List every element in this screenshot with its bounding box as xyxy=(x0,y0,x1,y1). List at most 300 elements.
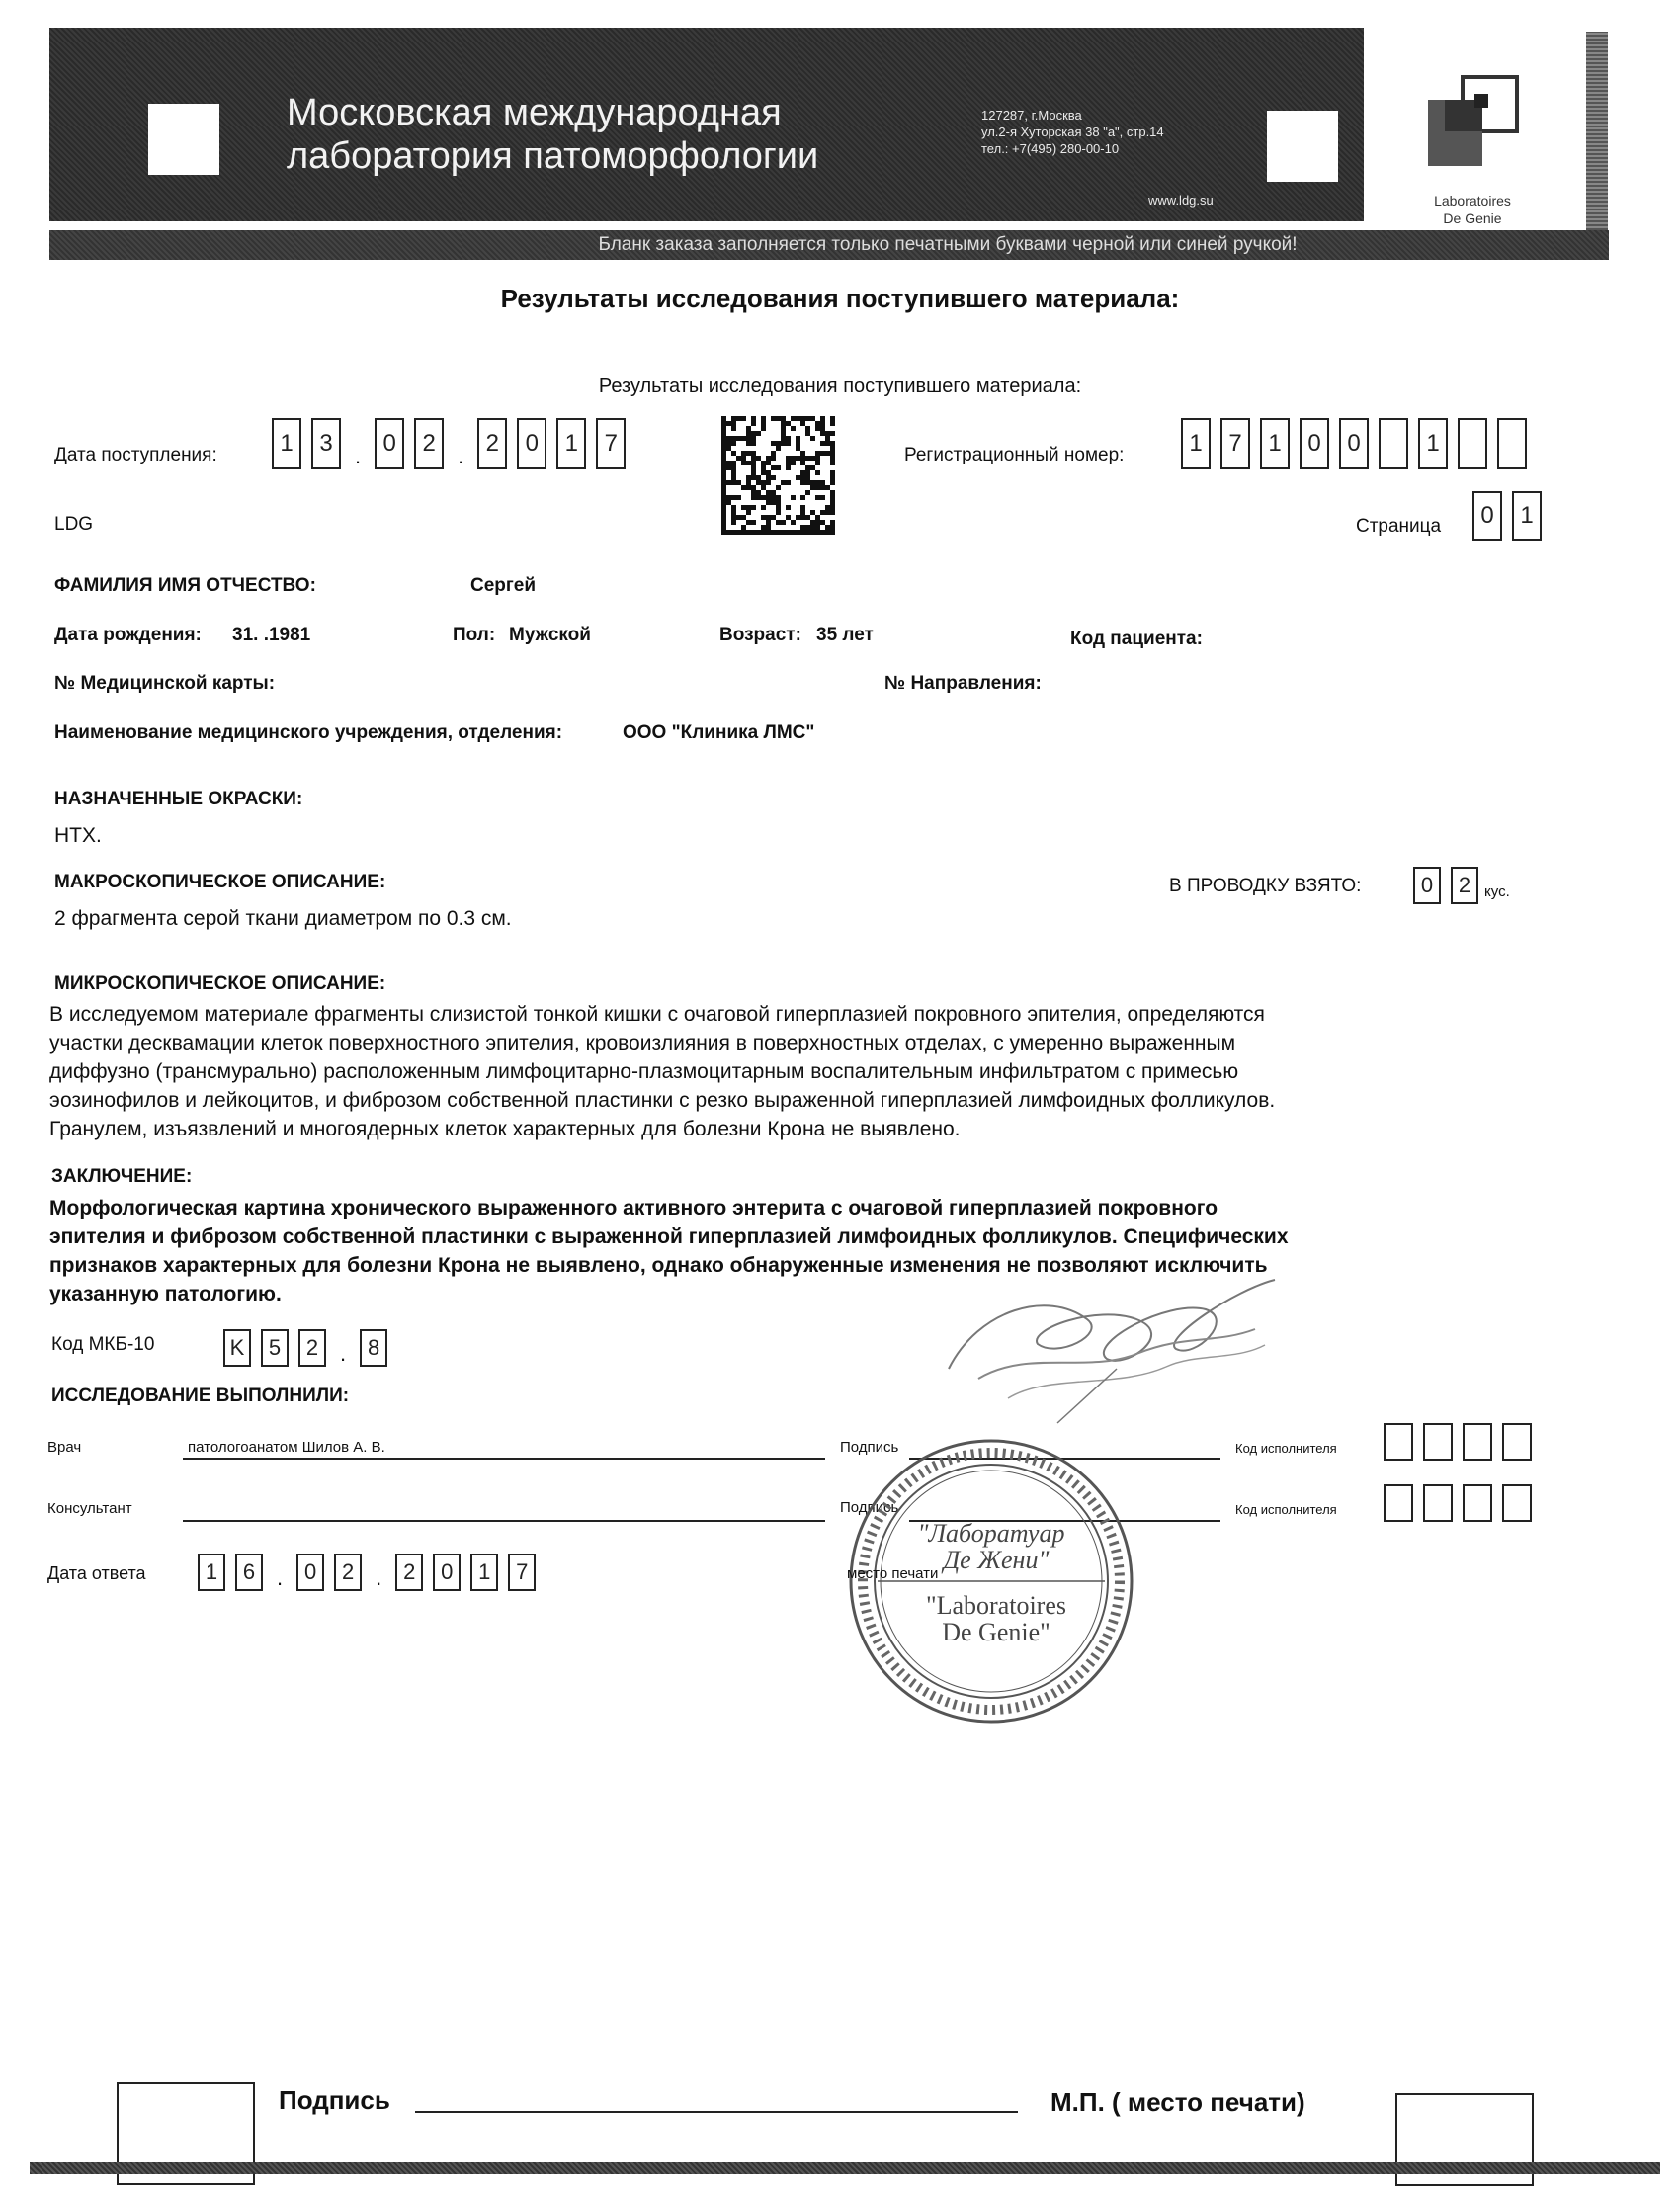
datamatrix-cell xyxy=(805,515,810,520)
micro-line: В исследуемом материале фрагменты слизистой тонкой кишки с очаговой гиперплазией покровного эпителия, определяются xyxy=(49,1003,1265,1026)
datamatrix-cell xyxy=(815,495,820,500)
digit-box: 2 xyxy=(1451,867,1478,904)
digit-box: 7 xyxy=(596,418,626,469)
digit-box: 0 xyxy=(1472,491,1502,541)
datamatrix-cell xyxy=(830,525,835,530)
datamatrix-cell xyxy=(805,416,810,421)
datamatrix-cell xyxy=(825,451,830,456)
datamatrix-cell xyxy=(751,441,756,446)
digit-box: 2 xyxy=(395,1554,423,1591)
datamatrix-cell xyxy=(776,465,781,470)
stamp-line2: Де Жени" xyxy=(943,1546,1050,1574)
stamp-line1: "Лаборатуар xyxy=(917,1519,1065,1548)
datamatrix-cell xyxy=(736,456,741,461)
datamatrix-cell xyxy=(825,441,830,446)
datamatrix-cell xyxy=(721,465,726,470)
datamatrix-cell xyxy=(766,530,771,535)
datamatrix-cell xyxy=(751,495,756,500)
datamatrix-cell xyxy=(830,495,835,500)
datamatrix-cell xyxy=(731,510,736,515)
datamatrix-cell xyxy=(766,470,771,475)
datamatrix-cell xyxy=(751,470,756,475)
datamatrix-cell xyxy=(800,461,805,465)
answer-date-label: Дата ответа xyxy=(47,1563,146,1583)
datamatrix-cell xyxy=(731,451,736,456)
datamatrix-cell xyxy=(800,515,805,520)
datamatrix-cell xyxy=(825,505,830,510)
datamatrix-cell xyxy=(746,485,751,490)
datamatrix-cell xyxy=(800,475,805,480)
datamatrix-cell xyxy=(805,426,810,431)
datamatrix-cell xyxy=(825,510,830,515)
datamatrix-cell xyxy=(771,456,776,461)
datamatrix-cell xyxy=(830,505,835,510)
logo-text-line2: De Genie xyxy=(1443,210,1502,226)
datamatrix-cell xyxy=(805,431,810,436)
answer-date-boxes xyxy=(198,1554,546,1591)
digit-box: 1 xyxy=(1181,418,1211,469)
datamatrix-cell xyxy=(731,530,736,535)
datamatrix-cell xyxy=(751,436,756,441)
datamatrix-cell xyxy=(746,451,751,456)
age-label: Возраст: xyxy=(719,625,801,645)
receipt-date-boxes xyxy=(272,418,635,469)
datamatrix-cell xyxy=(721,451,726,456)
datamatrix-cell xyxy=(766,525,771,530)
datamatrix-cell xyxy=(761,495,766,500)
datamatrix-cell xyxy=(800,505,805,510)
page-title: Результаты исследования поступившего материала: xyxy=(500,284,1180,313)
datamatrix-cell xyxy=(800,530,805,535)
datamatrix-cell xyxy=(726,421,731,426)
datamatrix-cell xyxy=(830,431,835,436)
code-box xyxy=(1384,1484,1413,1522)
page-subtitle: Результаты исследования поступившего материала: xyxy=(598,376,1082,397)
conclusion-text xyxy=(49,1194,1532,1308)
datamatrix-cell xyxy=(721,505,726,510)
datamatrix-cell xyxy=(781,441,786,446)
fio-label: ФАМИЛИЯ ИМЯ ОТЧЕСТВО: xyxy=(54,575,316,596)
digit-box: 0 xyxy=(375,418,404,469)
digit-box: 7 xyxy=(1220,418,1250,469)
stains-label: НАЗНАЧЕННЫЕ ОКРАСКИ: xyxy=(54,789,303,809)
digit-box: 0 xyxy=(296,1554,324,1591)
registration-number-label: Регистрационный номер: xyxy=(904,445,1125,465)
datamatrix-cell xyxy=(805,475,810,480)
box-separator: . xyxy=(277,1565,284,1590)
macro-text: 2 фрагмента серой ткани диаметром по 0.3 см. xyxy=(54,907,512,930)
datamatrix-cell xyxy=(796,530,800,535)
taken-label: В ПРОВОДКУ ВЗЯТО: xyxy=(1169,876,1362,896)
datamatrix-cell xyxy=(776,520,781,525)
datamatrix-cell xyxy=(731,441,736,446)
datamatrix-cell xyxy=(721,520,726,525)
datamatrix-cell xyxy=(761,416,766,421)
box-separator: . xyxy=(458,444,464,468)
datamatrix-cell xyxy=(776,505,781,510)
datamatrix-cell xyxy=(721,470,726,475)
handwritten-signature xyxy=(939,1250,1295,1428)
datamatrix-cell xyxy=(805,480,810,485)
datamatrix-cell xyxy=(786,505,791,510)
datamatrix-cell xyxy=(741,461,746,465)
header-marker-right xyxy=(1267,111,1338,182)
datamatrix-cell xyxy=(746,510,751,515)
seal-place-label: место печати xyxy=(847,1565,939,1582)
institution-label: Наименование медицинского учреждения, отделения: xyxy=(54,722,563,743)
datamatrix-cell xyxy=(830,490,835,495)
digit-box: 6 xyxy=(235,1554,263,1591)
datamatrix-cell xyxy=(781,530,786,535)
digit-box: 1 xyxy=(1512,491,1542,541)
stamp-line4: De Genie" xyxy=(942,1618,1050,1646)
datamatrix-cell xyxy=(741,515,746,520)
datamatrix-cell xyxy=(776,485,781,490)
consultant-signature-label: Подпись xyxy=(840,1499,899,1516)
datamatrix-cell xyxy=(796,515,800,520)
datamatrix-cell xyxy=(805,490,810,495)
phone: тел.: +7(495) 280-00-10 xyxy=(981,141,1120,156)
datamatrix-cell xyxy=(786,421,791,426)
datamatrix-cell xyxy=(761,525,766,530)
datamatrix-cell xyxy=(820,416,825,421)
box-separator: . xyxy=(355,444,362,468)
datamatrix-cell xyxy=(726,436,731,441)
notice-band xyxy=(49,230,1609,260)
datamatrix-cell xyxy=(786,456,791,461)
digit-box: 1 xyxy=(272,418,301,469)
datamatrix-cell xyxy=(731,436,736,441)
micro-text xyxy=(49,1000,1532,1143)
datamatrix-cell xyxy=(766,490,771,495)
datamatrix-cell xyxy=(731,416,736,421)
datamatrix-cell xyxy=(751,490,756,495)
datamatrix-cell xyxy=(756,480,761,485)
page-number-boxes xyxy=(1472,491,1552,541)
datamatrix-cell xyxy=(800,480,805,485)
code-box xyxy=(1463,1423,1492,1461)
datamatrix-cell xyxy=(810,520,815,525)
datamatrix-cell xyxy=(751,505,756,510)
datamatrix-cell xyxy=(751,431,756,436)
datamatrix-cell xyxy=(731,470,736,475)
datamatrix-cell xyxy=(751,465,756,470)
header-marker-left xyxy=(148,104,219,175)
lab-name-line2: лаборатория патоморфологии xyxy=(287,135,819,177)
digit-box: 5 xyxy=(261,1329,289,1367)
datamatrix-cell xyxy=(731,515,736,520)
micro-line: эозинофилов и лейкоцитов, и фиброзом собственной пластинки с резко выраженной гиперплазией лимфоидных фолликулов. xyxy=(49,1089,1276,1112)
digit-box: 1 xyxy=(1260,418,1290,469)
datamatrix-cell xyxy=(830,520,835,525)
datamatrix-cell xyxy=(721,495,726,500)
datamatrix-cell xyxy=(751,451,756,456)
digit-box: 2 xyxy=(298,1329,326,1367)
datamatrix-cell xyxy=(731,475,736,480)
datamatrix-cell xyxy=(771,465,776,470)
datamatrix-cell xyxy=(791,530,796,535)
digit-box: K xyxy=(223,1329,251,1367)
datamatrix-cell xyxy=(830,451,835,456)
datamatrix-cell xyxy=(751,485,756,490)
datamatrix-cell xyxy=(830,500,835,505)
dob-label: Дата рождения: xyxy=(54,625,202,645)
datamatrix-cell xyxy=(736,416,741,421)
datamatrix-cell xyxy=(761,515,766,520)
datamatrix-cell xyxy=(781,520,786,525)
datamatrix-cell xyxy=(751,421,756,426)
datamatrix-cell xyxy=(786,436,791,441)
datamatrix-cell xyxy=(786,465,791,470)
datamatrix-cell xyxy=(810,485,815,490)
datamatrix-cell xyxy=(766,515,771,520)
receipt-date-label: Дата поступления: xyxy=(54,445,217,465)
footer-signature-label: Подпись xyxy=(279,2085,390,2115)
datamatrix-cell xyxy=(771,441,776,446)
datamatrix-cell xyxy=(786,480,791,485)
doctor-label: Врач xyxy=(47,1439,82,1456)
datamatrix-cell xyxy=(796,446,800,451)
datamatrix-cell xyxy=(756,490,761,495)
datamatrix-cell xyxy=(721,525,726,530)
datamatrix-cell xyxy=(726,495,731,500)
datamatrix-cell xyxy=(820,441,825,446)
datamatrix-cell xyxy=(721,480,726,485)
age-value: 35 лет xyxy=(816,625,874,645)
datamatrix-cell xyxy=(751,475,756,480)
ldg-label: LDG xyxy=(54,514,94,535)
datamatrix-cell xyxy=(776,441,781,446)
datamatrix-cell xyxy=(776,510,781,515)
datamatrix-cell xyxy=(726,480,731,485)
datamatrix-cell xyxy=(721,461,726,465)
datamatrix-cell xyxy=(820,530,825,535)
datamatrix-cell xyxy=(830,480,835,485)
digit-box: 0 xyxy=(1339,418,1369,469)
datamatrix-cell xyxy=(756,530,761,535)
datamatrix-cell xyxy=(825,431,830,436)
taken-boxes xyxy=(1413,867,1488,904)
icd-label: Код МКБ-10 xyxy=(51,1334,155,1355)
datamatrix-cell xyxy=(805,456,810,461)
conclusion-line: эпителия и фиброзом собственной пластинки с выраженной гиперплазией лимфоидных фолликулов. Специфических xyxy=(49,1225,1289,1248)
datamatrix-cell xyxy=(746,431,751,436)
datamatrix-cell xyxy=(741,530,746,535)
conclusion-line: Морфологическая картина хронического выраженного активного энтерита с очаговой гиперплазией покровного xyxy=(49,1197,1218,1219)
datamatrix-cell xyxy=(791,461,796,465)
datamatrix-cell xyxy=(756,431,761,436)
datamatrix-cell xyxy=(800,416,805,421)
datamatrix-cell xyxy=(741,505,746,510)
doctor-value: патологоанатом Шилов А. В. xyxy=(188,1439,385,1456)
datamatrix-cell xyxy=(731,505,736,510)
datamatrix-cell xyxy=(721,446,726,451)
datamatrix-cell xyxy=(751,520,756,525)
datamatrix-cell xyxy=(825,436,830,441)
digit-box: 2 xyxy=(414,418,444,469)
datamatrix-cell xyxy=(726,441,731,446)
datamatrix-cell xyxy=(815,515,820,520)
datamatrix-cell xyxy=(820,485,825,490)
datamatrix-cell xyxy=(771,515,776,520)
datamatrix-cell xyxy=(771,490,776,495)
datamatrix-cell xyxy=(736,436,741,441)
datamatrix-cell xyxy=(815,485,820,490)
datamatrix-cell xyxy=(781,416,786,421)
datamatrix-cell xyxy=(796,436,800,441)
datamatrix-cell xyxy=(721,431,726,436)
conclusion-line: указанную патологию. xyxy=(49,1283,282,1305)
micro-line: Гранулем, изъязвлений и многоядерных клеток характерных для болезни Крона не выявлено. xyxy=(49,1118,961,1140)
datamatrix-cell xyxy=(761,530,766,535)
code-box xyxy=(1423,1423,1453,1461)
performed-label: ИССЛЕДОВАНИЕ ВЫПОЛНИЛИ: xyxy=(51,1386,350,1406)
datamatrix-cell xyxy=(815,421,820,426)
datamatrix-cell xyxy=(791,456,796,461)
datamatrix-cell xyxy=(820,510,825,515)
datamatrix-cell xyxy=(786,515,791,520)
code-box xyxy=(1502,1484,1532,1522)
datamatrix-cell xyxy=(810,510,815,515)
datamatrix-cell xyxy=(741,525,746,530)
box-separator: . xyxy=(376,1565,382,1590)
datamatrix-cell xyxy=(741,485,746,490)
datamatrix-cell xyxy=(761,505,766,510)
datamatrix-cell xyxy=(721,490,726,495)
datamatrix-cell xyxy=(746,480,751,485)
doctor-signature-label: Подпись xyxy=(840,1439,899,1456)
icd-code-boxes xyxy=(223,1329,397,1367)
datamatrix-cell xyxy=(815,456,820,461)
datamatrix-cell xyxy=(781,436,786,441)
datamatrix-cell xyxy=(746,475,751,480)
website: www.ldg.su xyxy=(1148,193,1214,208)
lab-logo xyxy=(1384,28,1591,237)
datamatrix-cell xyxy=(776,446,781,451)
datamatrix-cell xyxy=(761,480,766,485)
datamatrix-cell xyxy=(751,461,756,465)
datamatrix-cell xyxy=(766,495,771,500)
datamatrix-cell xyxy=(721,456,726,461)
datamatrix-cell xyxy=(746,520,751,525)
datamatrix-cell xyxy=(800,510,805,515)
datamatrix-cell xyxy=(815,530,820,535)
datamatrix-cell xyxy=(796,441,800,446)
datamatrix-cell xyxy=(771,530,776,535)
datamatrix-cell xyxy=(746,441,751,446)
datamatrix-cell xyxy=(800,525,805,530)
datamatrix-cell xyxy=(810,416,815,421)
digit-box xyxy=(1458,418,1487,469)
datamatrix-cell xyxy=(781,431,786,436)
datamatrix-cell xyxy=(830,475,835,480)
datamatrix-cell xyxy=(800,451,805,456)
datamatrix-cell xyxy=(830,510,835,515)
logo-text-line1: Laboratoires xyxy=(1434,193,1511,209)
stains-value: HTX. xyxy=(54,824,102,847)
datamatrix-cell xyxy=(820,421,825,426)
datamatrix-cell xyxy=(771,475,776,480)
digit-box xyxy=(1497,418,1527,469)
datamatrix-cell xyxy=(810,436,815,441)
digit-box: 2 xyxy=(477,418,507,469)
datamatrix-cell xyxy=(746,530,751,535)
footer-signature-line xyxy=(415,2111,1018,2113)
datamatrix-cell xyxy=(751,416,756,421)
bottom-band xyxy=(30,2162,1660,2174)
datamatrix-cell xyxy=(731,465,736,470)
datamatrix-cell xyxy=(721,530,726,535)
datamatrix-cell xyxy=(761,485,766,490)
datamatrix-cell xyxy=(810,525,815,530)
digit-box: 0 xyxy=(1300,418,1329,469)
micro-label: МИКРОСКОПИЧЕСКОЕ ОПИСАНИЕ: xyxy=(54,973,386,994)
datamatrix-cell xyxy=(721,426,726,431)
datamatrix-cell xyxy=(721,510,726,515)
datamatrix-cell xyxy=(766,456,771,461)
datamatrix-cell xyxy=(721,500,726,505)
datamatrix-cell xyxy=(731,495,736,500)
datamatrix-cell xyxy=(810,465,815,470)
datamatrix-cell xyxy=(746,436,751,441)
doctor-executor-code-label: Код исполнителя xyxy=(1235,1441,1337,1456)
datamatrix-cell xyxy=(741,416,746,421)
datamatrix-cell xyxy=(741,451,746,456)
address-line1: 127287, г.Москва xyxy=(981,108,1082,123)
digit-box: 1 xyxy=(556,418,586,469)
datamatrix-cell xyxy=(805,525,810,530)
logo-mark-icon xyxy=(1423,72,1522,171)
datamatrix-cell xyxy=(771,500,776,505)
digit-box: 0 xyxy=(1413,867,1441,904)
datamatrix-cell xyxy=(771,495,776,500)
fio-value: Сергей xyxy=(470,575,537,596)
datamatrix-cell xyxy=(820,451,825,456)
box-separator: . xyxy=(340,1341,347,1366)
datamatrix-cell xyxy=(781,480,786,485)
datamatrix-cell xyxy=(776,530,781,535)
datamatrix-cell xyxy=(800,470,805,475)
datamatrix-cell xyxy=(815,480,820,485)
datamatrix-cell xyxy=(820,480,825,485)
datamatrix-cell xyxy=(746,426,751,431)
datamatrix-cell xyxy=(825,485,830,490)
datamatrix-cell xyxy=(820,426,825,431)
datamatrix-cell xyxy=(736,530,741,535)
datamatrix-cell xyxy=(761,465,766,470)
datamatrix-cell xyxy=(820,520,825,525)
datamatrix-cell xyxy=(731,426,736,431)
conclusion-line: признаков характерных для болезни Крона не выявлено, однако обнаруженные изменения не позволяют исключить xyxy=(49,1254,1268,1277)
datamatrix-cell xyxy=(800,456,805,461)
stamp-line3: "Laboratoires xyxy=(926,1591,1066,1620)
datamatrix-cell xyxy=(741,456,746,461)
datamatrix-cell xyxy=(830,456,835,461)
micro-line: участки десквамации клеток поверхностного эпителия, кровоизлияния в поверхностных отделах, с умеренно выраженным xyxy=(49,1032,1236,1054)
datamatrix-cell xyxy=(791,416,796,421)
datamatrix-cell xyxy=(776,500,781,505)
datamatrix-cell xyxy=(746,505,751,510)
consultant-label: Консультант xyxy=(47,1500,132,1517)
datamatrix-cell xyxy=(756,475,761,480)
consultant-executor-code-boxes xyxy=(1384,1484,1542,1522)
institution-value: ООО "Клиника ЛМС" xyxy=(623,722,815,743)
code-box xyxy=(1384,1423,1413,1461)
datamatrix-cell xyxy=(815,520,820,525)
doctor-executor-code-boxes xyxy=(1384,1423,1542,1461)
code-box xyxy=(1502,1423,1532,1461)
digit-box xyxy=(1379,418,1408,469)
